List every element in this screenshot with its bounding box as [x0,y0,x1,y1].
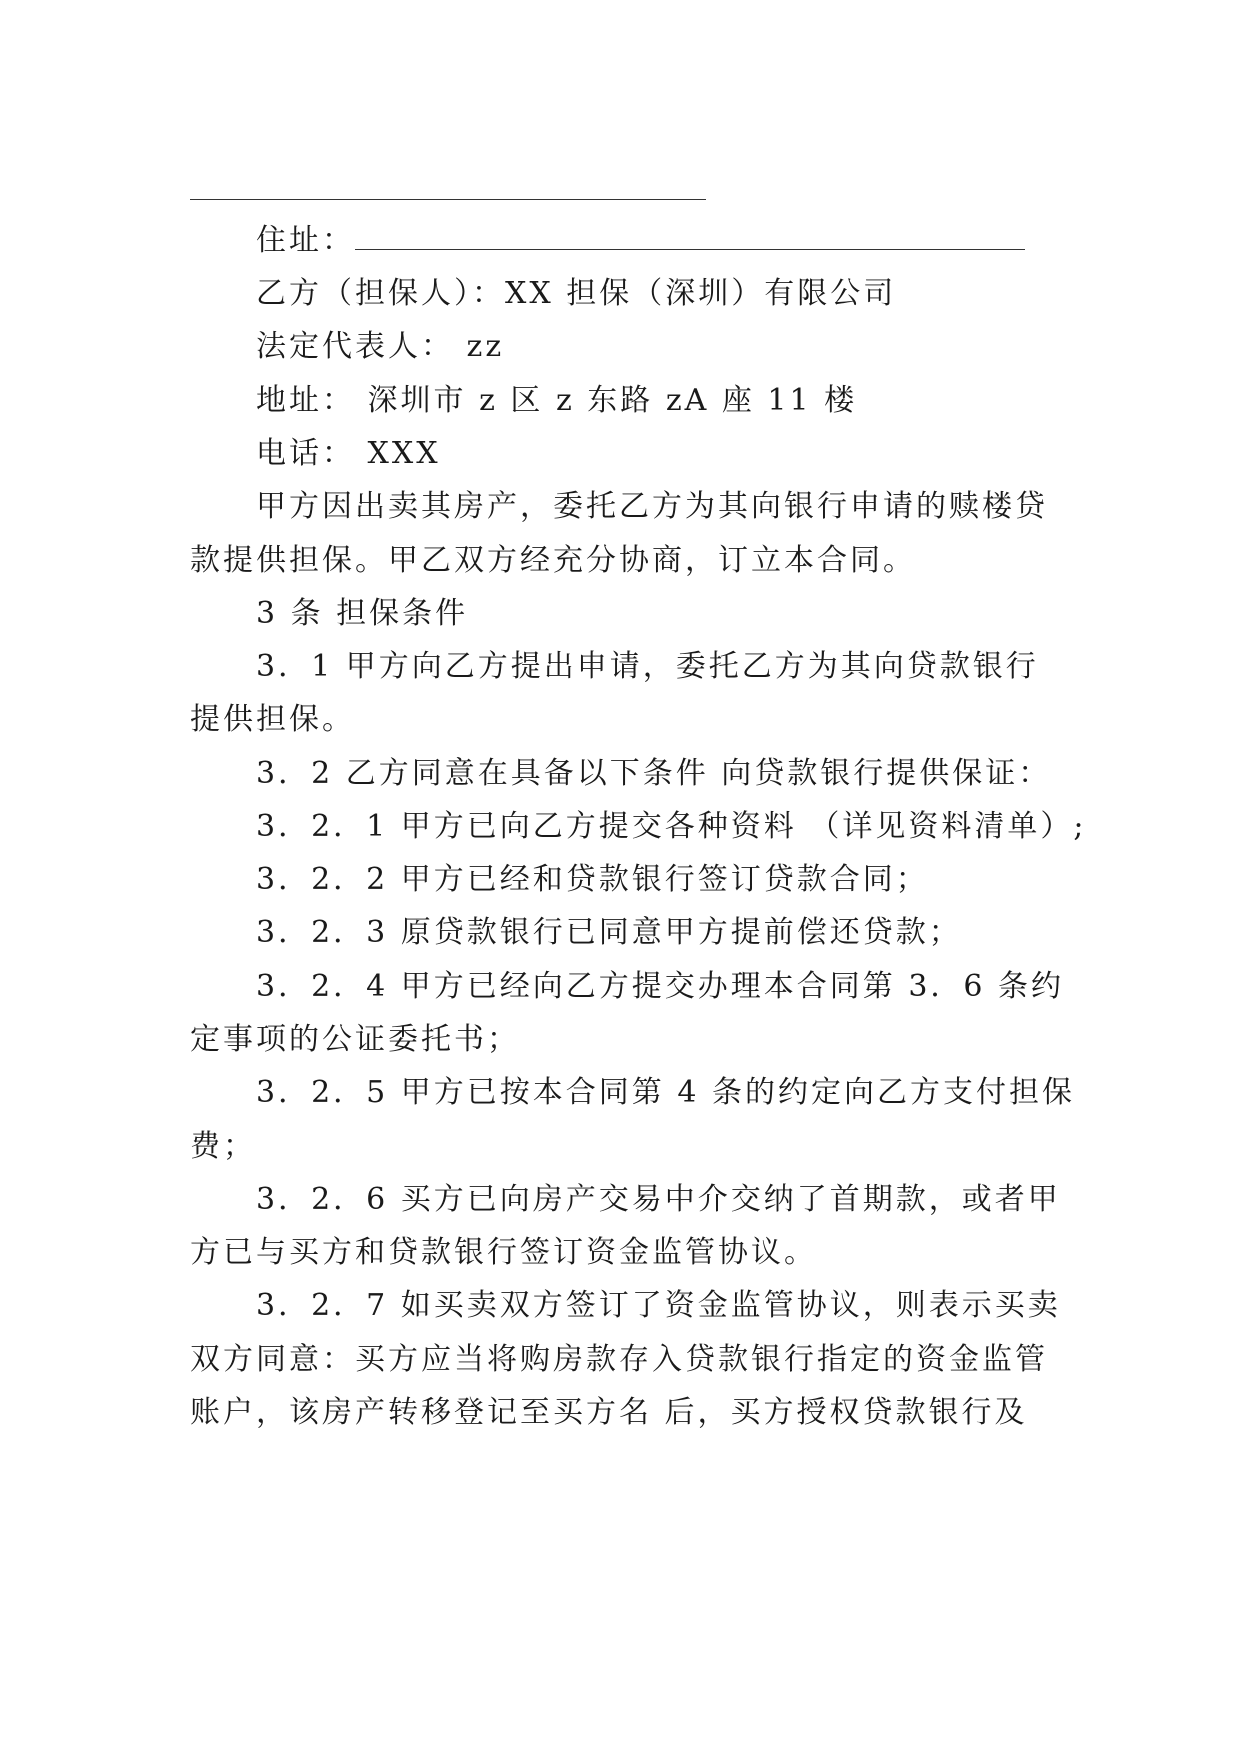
phone-line: 电话： XXX [256,436,441,471]
clause-line: 双方同意：买方应当将购房款存入贷款银行指定的资金监管 [190,1342,1048,1377]
clause-line: 定事项的公证委托书； [190,1022,520,1057]
clause-line: 3．1 甲方向乙方提出申请，委托乙方为其向贷款银行 [256,649,1039,684]
clause-line: 3．2．6 买方已向房产交易中介交纳了首期款，或者甲 [256,1182,1061,1217]
clause-line: 3．2．5 甲方已按本合同第 4 条的约定向乙方支付担保 [256,1075,1075,1110]
clause-line: 3．2．1 甲方已向乙方提交各种资料 （详见资料清单）; [256,809,1087,844]
clause-line: 3．2 乙方同意在具备以下条件 向贷款银行提供保证： [256,756,1052,791]
legal-representative-line: 法定代表人： zz [256,329,505,364]
clause-line: 账户，该房产转移登记至买方名 后，买方授权贷款银行及 [190,1395,1028,1430]
address-blank [355,223,1025,250]
clause-line: 费； [190,1129,256,1164]
signature-blank-line [190,199,706,200]
clause-line: 3．2．7 如买卖双方签订了资金监管协议，则表示买卖 [256,1288,1061,1323]
clause-line: 3．2．4 甲方已经向乙方提交办理本合同第 3．6 条约 [256,969,1065,1004]
address-label: 住址： [256,223,355,258]
section-heading: 3 条 担保条件 [256,596,469,631]
party-b-address-line: 地址： 深圳市 z 区 z 东路 zA 座 11 楼 [256,383,858,418]
party-b-line: 乙方（担保人）：XX 担保（深圳）有限公司 [256,276,897,311]
clause-line: 3．2．2 甲方已经和贷款银行签订贷款合同； [256,862,929,897]
clause-line: 3．2．3 原贷款银行已同意甲方提前偿还贷款； [256,915,962,950]
address-line [256,212,1070,270]
clause-line: 方已与买方和贷款银行签订资金监管协议。 [190,1235,817,1270]
paragraph-line: 款提供担保。甲乙双方经充分协商，订立本合同。 [190,543,916,578]
clause-line: 提供担保。 [190,702,355,737]
paragraph-line: 甲方因出卖其房产，委托乙方为其向银行申请的赎楼贷 [256,489,1048,524]
